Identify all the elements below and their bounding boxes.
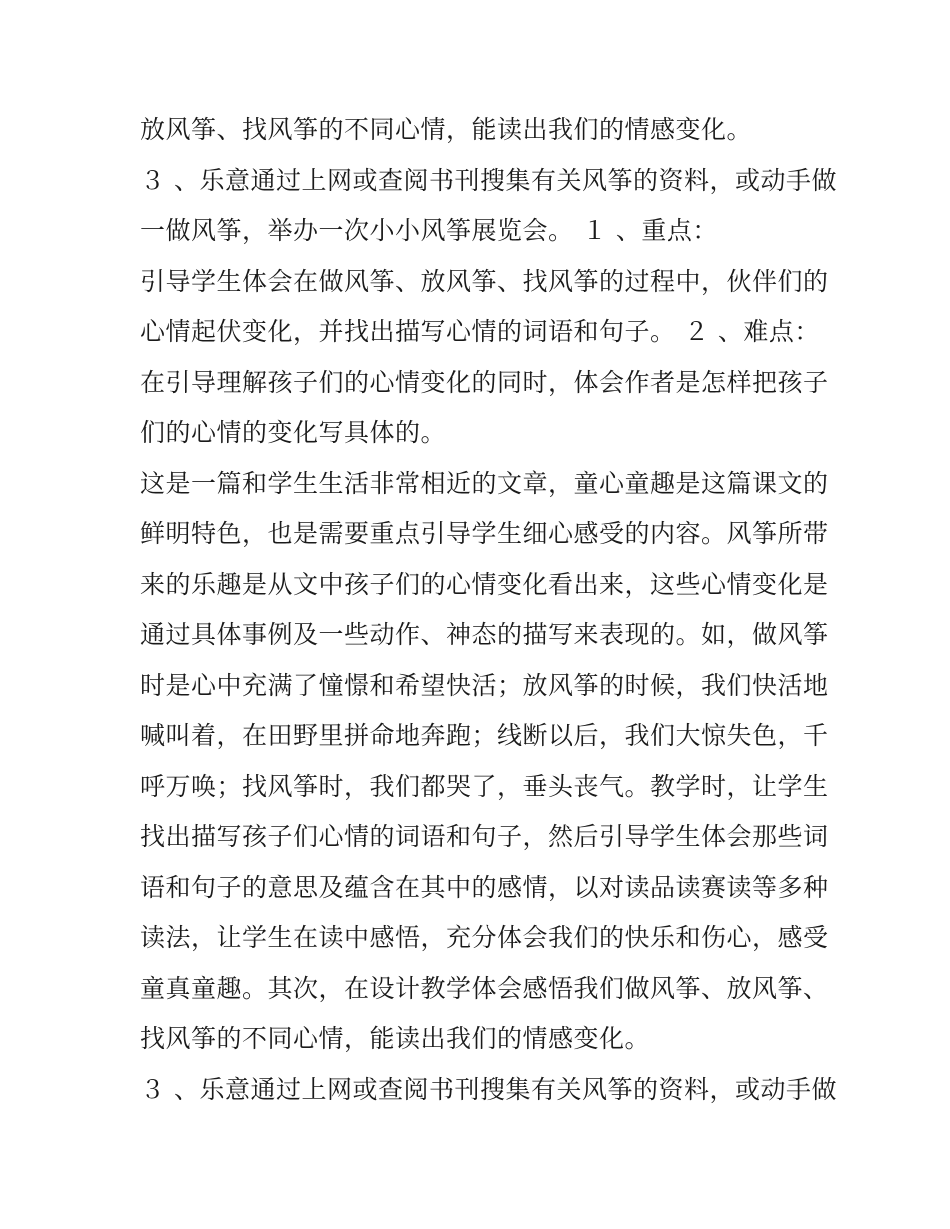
text-line: ３ 、乐意通过上网或查阅书刊搜集有关风筝的资料，或动手做 (140, 1074, 837, 1104)
text-line: 呼万唤；找风筝时，我们都哭了，垂头丧气。教学时，让学生 (140, 771, 829, 801)
text-line: 读法，让学生在读中感悟，充分体会我们的快乐和伤心，感受 (140, 923, 829, 952)
text-line: 引导学生体会在做风筝、放风筝、找风筝的过程中，伙伴们的 (140, 266, 829, 296)
text-line: 时是心中充满了憧憬和希望快活；放风筝的时候，我们快活地 (140, 670, 829, 700)
text-line: 喊叫着，在田野里拼命地奔跑；线断以后，我们大惊失色，千 (140, 721, 829, 750)
text-line: 通过具体事例及一些动作、神态的描写来表现的。如，做风筝 (140, 620, 829, 649)
text-line: 来的乐趣是从文中孩子们的心情变化看出来，这些心情变化是 (140, 569, 829, 599)
text-line: 找风筝的不同心情，能读出我们的情感变化。 (140, 1024, 651, 1053)
text-line: 一做风筝，举办一次小小风筝展览会。 １ 、重点： (140, 216, 718, 245)
text-line: 语和句子的意思及蕴含在其中的感情，以对读品读赛读等多种 (140, 872, 829, 902)
document-body (140, 105, 837, 1115)
text-line: 童真童趣。其次，在设计教学体会感悟我们做风筝、放风筝、 (140, 973, 829, 1003)
text-line: 这是一篇和学生生活非常相近的文章，童心童趣是这篇课文的 (140, 468, 829, 498)
text-line: 心情起伏变化，并找出描写心情的词语和句子。 ２ 、难点： (140, 317, 820, 346)
text-line: 在引导理解孩子们的心情变化的同时，体会作者是怎样把孩子 (140, 367, 829, 397)
text-line: 们的心情的变化写具体的。 (140, 418, 447, 447)
text-line: 找出描写孩子们心情的词语和句子，然后引导学生体会那些词 (140, 822, 829, 851)
text-line: 放风筝、找风筝的不同心情，能读出我们的情感变化。 (140, 115, 753, 144)
text-line: ３ 、乐意通过上网或查阅书刊搜集有关风筝的资料，或动手做 (140, 165, 837, 195)
text-line: 鲜明特色，也是需要重点引导学生细心感受的内容。风筝所带 (140, 519, 829, 548)
